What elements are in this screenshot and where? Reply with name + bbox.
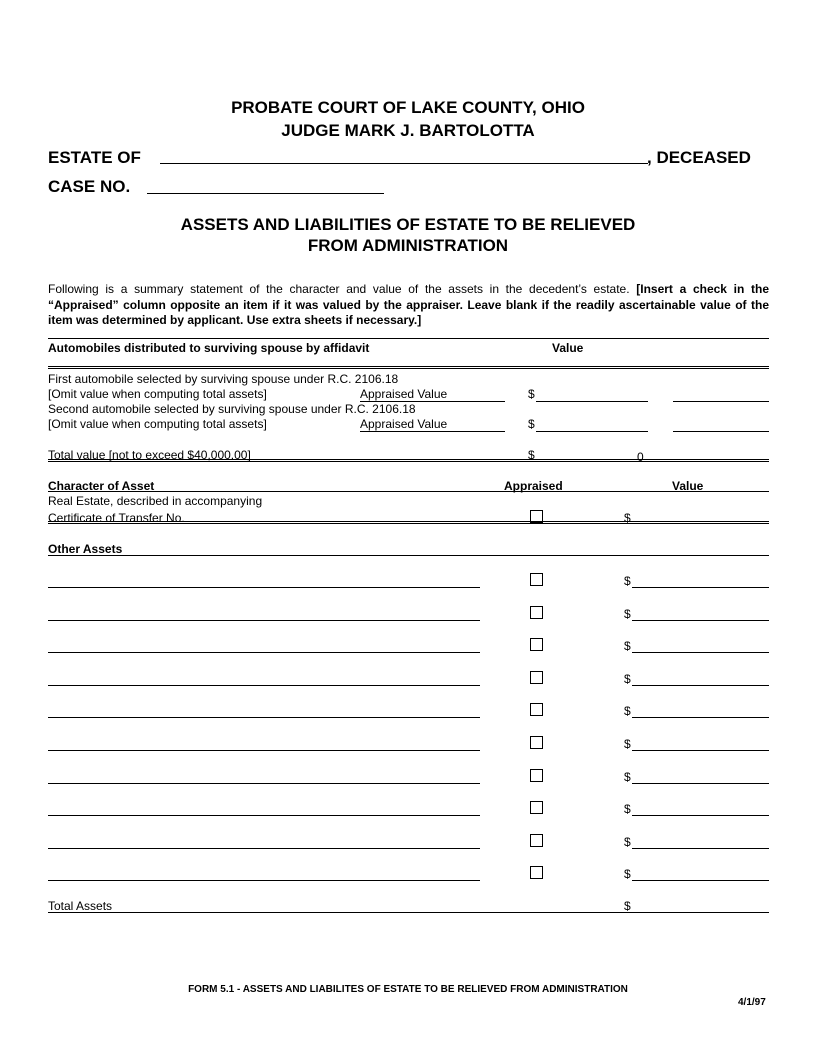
dollar-sign: $ [624, 867, 631, 882]
court-title: PROBATE COURT OF LAKE COUNTY, OHIO [231, 98, 585, 117]
instructions-paragraph [48, 282, 769, 329]
case-number-field[interactable] [147, 193, 384, 194]
estate-name-field[interactable] [160, 163, 648, 164]
dollar-sign: $ [624, 511, 631, 525]
first-automobile-label: First automobile selected by surviving spouse under R.C. 2106.18 [48, 372, 399, 386]
second-extra-field[interactable] [673, 431, 769, 432]
second-appraised-value-field[interactable] [360, 431, 505, 432]
dollar-sign: $ [624, 737, 631, 751]
dollar-sign: $ [624, 704, 631, 719]
other-asset-appraised-checkbox[interactable] [530, 638, 543, 651]
other-asset-description-field[interactable] [48, 848, 480, 849]
dollar-sign: $ [624, 769, 631, 784]
other-asset-value-field[interactable] [632, 880, 769, 881]
dollar-sign: $ [624, 802, 631, 817]
second-value-field[interactable] [536, 431, 648, 432]
dollar-sign: $ [528, 417, 535, 431]
dollar-sign: $ [624, 834, 631, 849]
automobiles-heading: Automobiles distributed to surviving spouse by affidavit [48, 341, 370, 355]
divider [48, 338, 769, 339]
first-value-field[interactable] [536, 401, 648, 402]
total-assets-label: Total Assets [48, 899, 113, 913]
divider [48, 491, 769, 492]
second-appraised-value-label: Appraised Value [360, 417, 448, 431]
other-asset-description-field[interactable] [48, 880, 480, 881]
dollar-sign: $ [624, 671, 631, 686]
first-extra-field[interactable] [673, 401, 769, 402]
divider [48, 366, 769, 369]
other-asset-description-field[interactable] [48, 685, 480, 686]
other-asset-description-field[interactable] [48, 717, 480, 718]
other-asset-value-field[interactable] [632, 783, 769, 784]
other-asset-appraised-checkbox[interactable] [530, 671, 543, 684]
form-title-line2: FROM ADMINISTRATION [307, 236, 509, 255]
other-asset-appraised-checkbox[interactable] [530, 736, 543, 749]
dollar-sign: $ [624, 899, 631, 913]
first-automobile-note: [Omit value when computing total assets] [48, 387, 267, 401]
instructions-text: Following is a summary statement of the character and value of the assets in the decedent’s estate. [48, 282, 637, 296]
total-value-amount[interactable]: 0 [637, 450, 644, 464]
dollar-sign: $ [528, 387, 535, 401]
dollar-sign: $ [624, 574, 631, 588]
second-automobile-note: [Omit value when computing total assets] [48, 417, 267, 431]
automobiles-value-header: Value [552, 341, 584, 355]
other-asset-description-field[interactable] [48, 620, 480, 621]
other-asset-description-field[interactable] [48, 783, 480, 784]
other-asset-value-field[interactable] [632, 717, 769, 718]
total-assets-field[interactable] [48, 912, 769, 913]
instructions-bold-text: [Insert a check in the “Appraised” column opposite an item if it was valued by the appraiser. Leave blank if the readily ascertainable value of the item was determined by applicant. Use extra sheets if necessary.] [48, 282, 769, 327]
total-value-label: Total value [not to exceed $40,000.00] [48, 448, 251, 462]
other-asset-value-field[interactable] [632, 587, 769, 588]
other-asset-appraised-checkbox[interactable] [530, 834, 543, 847]
character-of-asset-header: Character of Asset [48, 479, 155, 493]
form-footer: FORM 5.1 - ASSETS AND LIABILITES OF ESTATE TO BE RELIEVED FROM ADMINISTRATION [188, 984, 628, 995]
divider [48, 459, 769, 462]
other-asset-appraised-checkbox[interactable] [530, 769, 543, 782]
other-asset-value-field[interactable] [632, 685, 769, 686]
dollar-sign: $ [624, 606, 631, 621]
second-automobile-label: Second automobile selected by surviving spouse under R.C. 2106.18 [48, 402, 416, 416]
other-asset-appraised-checkbox[interactable] [530, 703, 543, 716]
first-appraised-value-label: Appraised Value [360, 387, 448, 401]
real-estate-value-field[interactable] [48, 521, 769, 524]
other-asset-description-field[interactable] [48, 652, 480, 653]
other-asset-value-field[interactable] [632, 620, 769, 621]
other-asset-appraised-checkbox[interactable] [530, 801, 543, 814]
other-assets-label: Other Assets [48, 542, 123, 556]
appraised-header: Appraised [504, 479, 563, 493]
divider [48, 555, 769, 556]
form-title-line1: ASSETS AND LIABILITIES OF ESTATE TO BE RELIEVED [180, 215, 636, 234]
value-header: Value [672, 479, 704, 493]
dollar-sign: $ [528, 448, 535, 462]
judge-name: JUDGE MARK J. BARTOLOTTA [281, 121, 535, 140]
other-asset-value-field[interactable] [632, 750, 769, 751]
other-asset-value-field[interactable] [632, 815, 769, 816]
other-asset-description-field[interactable] [48, 815, 480, 816]
certificate-label: Certificate of Transfer No. [48, 511, 185, 525]
real-estate-label: Real Estate, described in accompanying [48, 494, 263, 508]
case-label: CASE NO. [48, 177, 131, 196]
other-asset-description-field[interactable] [48, 587, 480, 588]
form-date: 4/1/97 [738, 997, 766, 1008]
other-asset-value-field[interactable] [632, 848, 769, 849]
other-asset-value-field[interactable] [632, 652, 769, 653]
estate-label: ESTATE OF [48, 148, 141, 167]
deceased-label: , DECEASED [647, 148, 751, 167]
other-asset-description-field[interactable] [48, 750, 480, 751]
other-asset-appraised-checkbox[interactable] [530, 573, 543, 586]
other-asset-appraised-checkbox[interactable] [530, 866, 543, 879]
dollar-sign: $ [624, 639, 631, 654]
other-asset-appraised-checkbox[interactable] [530, 606, 543, 619]
